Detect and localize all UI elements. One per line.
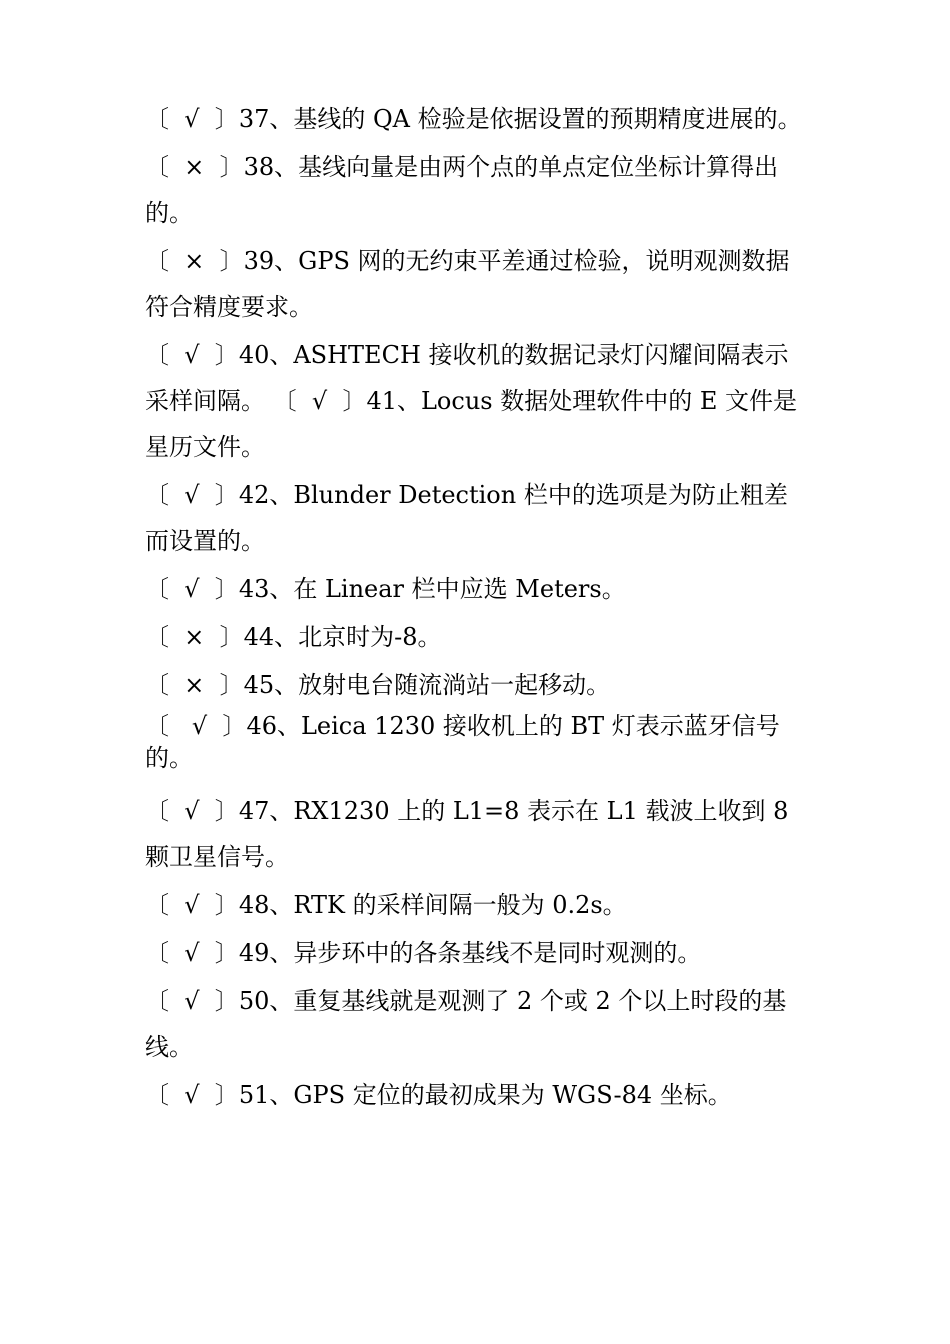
question-text: 47、RX1230 上的 L1=8 表示在 L1 载波上收到 8 颗卫星信号。 (145, 797, 789, 871)
question-text: 38、基线向量是由两个点的单点定位坐标计算得出的。 (145, 153, 779, 227)
question-44 (145, 614, 810, 660)
answer-mark: 〔 × 〕 (145, 623, 244, 651)
question-text-2: 41、Locus 数据处理软件中的 E 文件是星历文件。 (145, 387, 797, 461)
question-43 (145, 566, 810, 612)
document-page (145, 96, 810, 1120)
question-text: 51、GPS 定位的最初成果为 WGS-84 坐标。 (238, 1081, 732, 1109)
question-text: 49、异步环中的各条基线不是同时观测的。 (238, 939, 702, 967)
question-42 (145, 472, 810, 564)
question-text: 48、RTK 的采样间隔一般为 0.2s。 (238, 891, 627, 919)
question-text: 42、Blunder Detection 栏中的选项是为防止粗差而设置的。 (145, 481, 788, 555)
question-text: 44、北京时为-8。 (243, 623, 442, 651)
answer-mark: 〔 √ 〕 (145, 891, 239, 919)
question-text: 43、在 Linear 栏中应选 Meters。 (238, 575, 626, 603)
question-text: 37、基线的 QA 检验是依据设置的预期精度进展的。 (238, 105, 802, 133)
answer-mark: 〔 √ 〕 (145, 575, 239, 603)
question-37 (145, 96, 810, 142)
question-text: 46、Leica 1230 接收机上的 BT 灯表示蓝牙信号的。 (145, 712, 780, 772)
answer-mark: 〔 √ 〕 (145, 712, 247, 740)
answer-mark: 〔 × 〕 (145, 247, 244, 275)
answer-mark-2: 〔 √ 〕 (272, 387, 367, 415)
question-38 (145, 144, 810, 236)
question-text: 50、重复基线就是观测了 2 个或 2 个以上时段的基线。 (145, 987, 787, 1061)
question-text: 45、放射电台随流淌站一起移动。 (243, 671, 611, 699)
answer-mark: 〔 × 〕 (145, 153, 244, 181)
question-47 (145, 788, 810, 880)
answer-mark: 〔 √ 〕 (145, 341, 239, 369)
answer-mark: 〔 √ 〕 (145, 797, 239, 825)
question-40-41 (145, 332, 810, 470)
answer-mark: 〔 √ 〕 (145, 481, 239, 509)
question-39 (145, 238, 810, 330)
question-49 (145, 930, 810, 976)
question-48 (145, 882, 810, 928)
answer-mark: 〔 √ 〕 (145, 939, 239, 967)
question-45 (145, 662, 810, 708)
answer-mark: 〔 √ 〕 (145, 987, 239, 1015)
question-50 (145, 978, 810, 1070)
answer-mark: 〔 √ 〕 (145, 1081, 239, 1109)
answer-mark: 〔 √ 〕 (145, 105, 239, 133)
answer-mark: 〔 × 〕 (145, 671, 244, 699)
question-46 (145, 710, 810, 774)
question-text: 40、ASHTECH 接收机的数据记录灯闪耀间隔表示采样间隔。 (145, 341, 789, 415)
question-51 (145, 1072, 810, 1118)
question-text: 39、GPS 网的无约束平差通过检验，说明观测数据符合精度要求。 (145, 247, 790, 321)
